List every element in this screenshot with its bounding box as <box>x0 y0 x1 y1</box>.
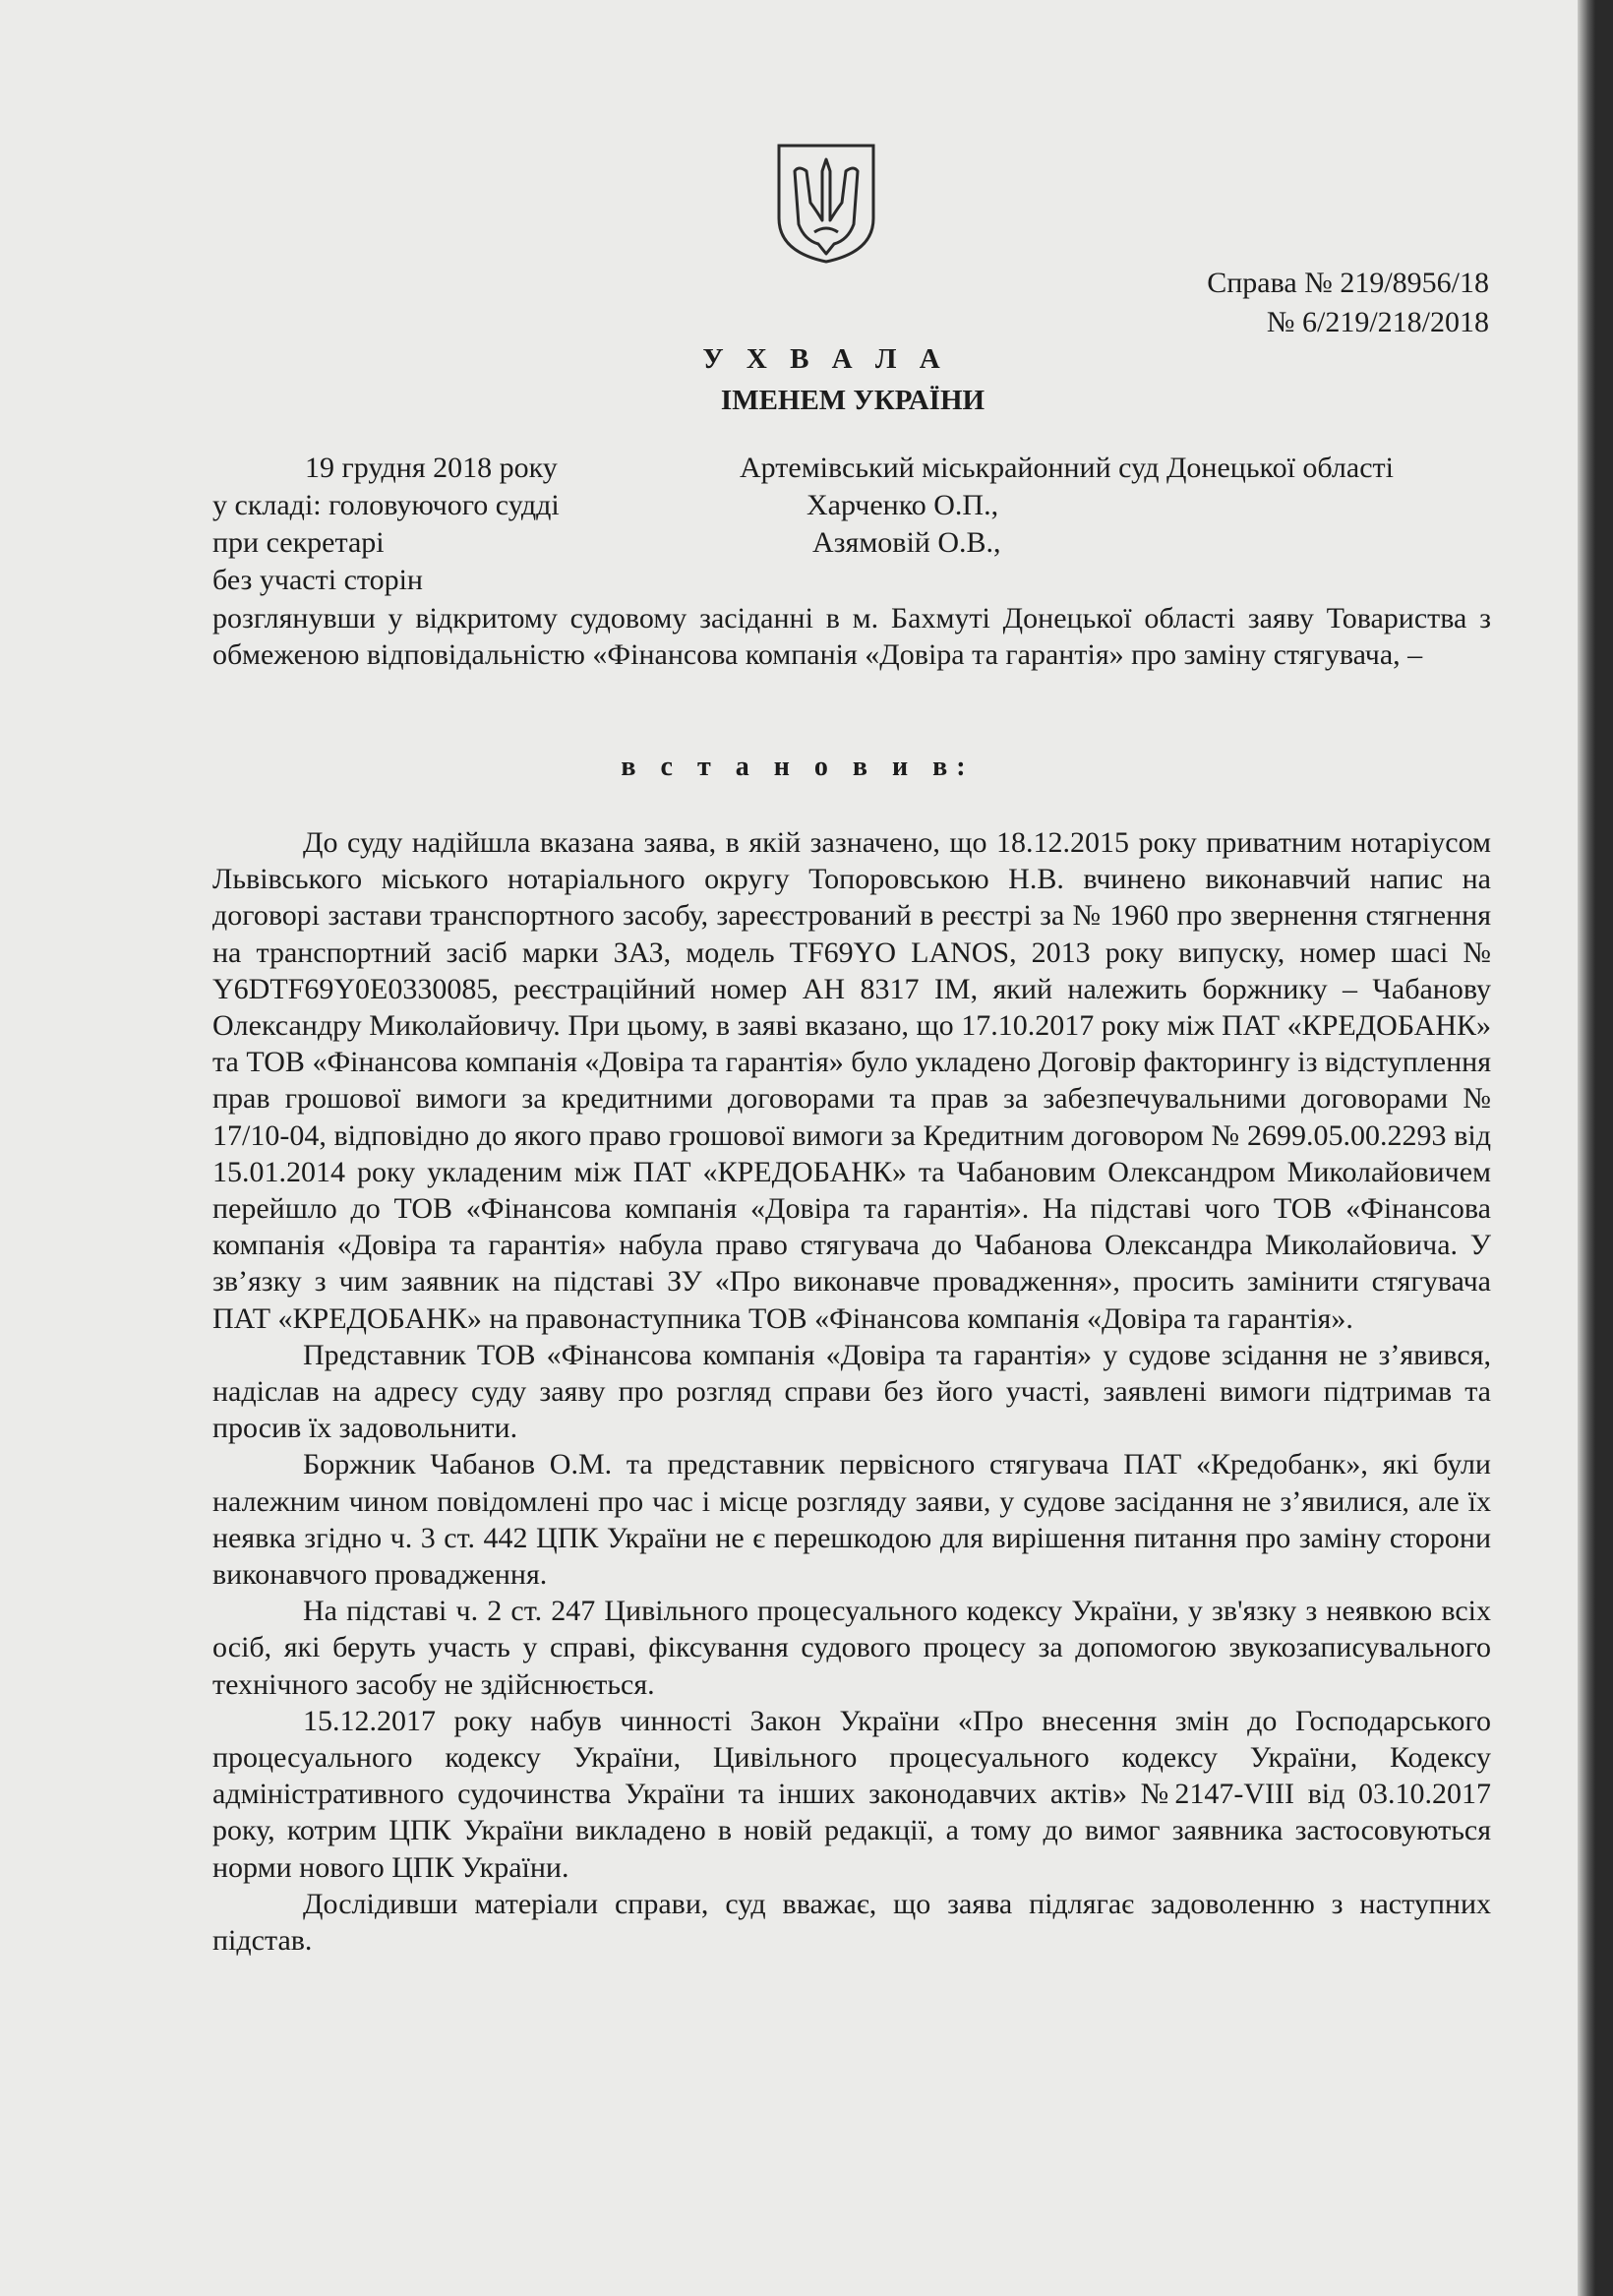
judge-name: Харченко О.П., <box>806 489 999 521</box>
paragraph: 15.12.2017 року набув чинності Закон України «Про внесення змін до Господарського процесуального кодексу України, Цивільного процесуального кодексу України, Кодексу адміністративного судочинства України та інших законодавчих актів» №2147-VIII від 03.10.2017 року, котрим ЦПК України викладено в новій редакції, а тому до вимог заявника застосовуються норми нового ЦПК України. <box>212 1704 1491 1884</box>
document-title: У Х В А Л А <box>702 343 948 375</box>
paragraph: Представник ТОВ «Фінансова компанія «Довіра та гарантія» у судове зсідання не з’явився, надіслав на адресу суду заяву про розгляд справи без його участі, заявлені вимоги підтримав та просив їх задовольнити. <box>212 1338 1491 1445</box>
scan-edge-shadow <box>1578 0 1595 2296</box>
panel-label: у складі: головуючого судді <box>212 489 560 521</box>
paragraph: До суду надійшла вказана заява, в якій зазначено, що 18.12.2015 року приватним нотаріусом Львівського міського нотаріального округу Топоровською Н.В. вчинено виконавчий напис на договорі застави транспортного засобу, зареєстрований в реєстрі за № 1960 про звернення стягнення на транспортний засіб марки ЗАЗ, модель TF69YO LANOS, 2013 року випуску, номер шасі № Y6DTF69Y0E0330085, реєстраційний номер АН 8317 ІМ, який належить боржнику – Чабанову Олександру Миколайовичу. При цьому, в заяві вказано, що 17.10.2017 року між ПАТ «КРЕДОБАНК» та ТОВ «Фінансова компанія «Довіра та гарантія» було укладено Договір факторингу із відступлення прав грошової вимоги за кредитними договорами та прав за забезпечувальними договорами № 17/10-04, відповідно до якого право грошової вимоги за Кредитним договором № 2699.05.00.2293 від 15.01.2014 року укладеним між ПАТ «КРЕДОБАНК» та Чабановим Олександром Миколайовичем перейшло до ТОВ «Фінансова компанія «Довіра та гарантія». На підставі чого ТОВ «Фінансова компанія «Довіра та гарантія» набула право стягувача до Чабанова Олександра Миколайовича. У зв’язку з чим заявник на підставі ЗУ «Про виконавче провадження», просить замінити стягувача ПАТ «КРЕДОБАНК» на правонаступника ТОВ «Фінансова компанія «Довіра та гарантія». <box>212 826 1491 1335</box>
case-number: Справа № 219/8956/18 <box>1207 267 1489 299</box>
proceeding-number: № 6/219/218/2018 <box>1266 306 1489 338</box>
parties-note: без участі сторін <box>212 564 423 596</box>
case-number-block <box>1207 264 1489 342</box>
decision-date: 19 грудня 2018 року <box>305 452 558 484</box>
intro-text: розглянувши у відкритому судовому засіданні в м. Бахмуті Донецької області заяву Товариства з обмеженою відповідальністю «Фінансова компанія «Довіра та гарантія» про заміну стягувача, – <box>212 602 1491 672</box>
intro-paragraph <box>212 600 1491 673</box>
court-name: Артемівський міськрайонний суд Донецької області <box>740 452 1394 484</box>
findings-section <box>212 824 1491 1959</box>
paragraph: Боржник Чабанов О.М. та представник первісного стягувача ПАТ «Кредобанк», які були належним чином повідомлені про час і місце розгляду заяви, у судове засідання не з’явилися, але їх неявка згідно ч. 3 ст. 442 ЦПК України не є перешкодою для вирішення питання про заміну сторони виконавчого провадження. <box>212 1448 1491 1592</box>
secretary-label: при секретарі <box>212 526 385 559</box>
paragraph: Дослідивши матеріали справи, суд вважає, що заява підлягає задоволенню з наступних підстав. <box>212 1887 1491 1958</box>
paragraph: На підставі ч. 2 ст. 247 Цивільного процесуального кодексу України, у зв'язку з неявкою всіх осіб, які беруть участь у справі, фіксування судового процесу за допомогою звукозаписувального технічного засобу не здійснюється. <box>212 1595 1491 1701</box>
document-subtitle: ІМЕНЕМ УКРАЇНИ <box>720 385 986 416</box>
coat-of-arms-trident-icon <box>775 142 877 266</box>
section-heading: в с т а н о в и в: <box>621 752 975 782</box>
secretary-name: Азямовій О.В., <box>812 526 1001 559</box>
document-title-block <box>0 338 1595 421</box>
